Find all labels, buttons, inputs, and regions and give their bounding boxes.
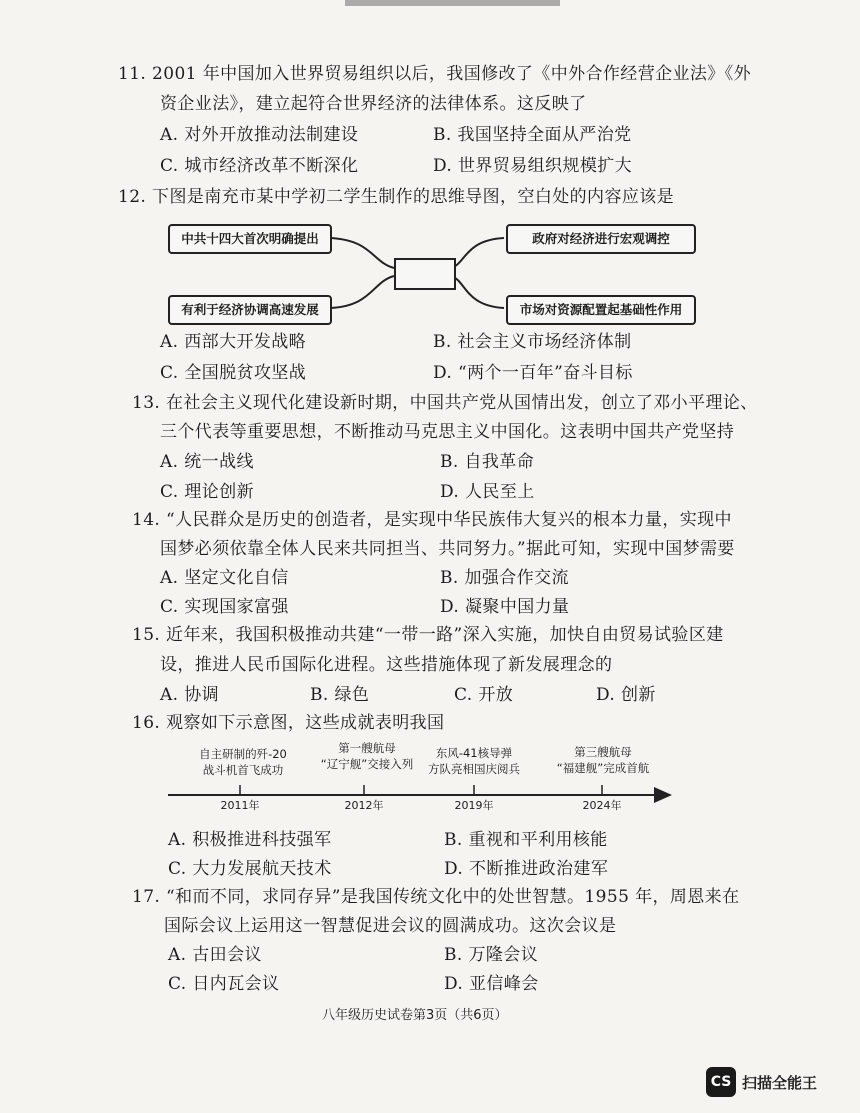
q15-option-a: A. 协调 (160, 685, 220, 705)
page-footer: 八年级历史试卷第3页（共6页） (322, 1008, 508, 1023)
q14-option-a: A. 坚定文化自信 (160, 568, 289, 588)
timeline-event-4-line2: “福建舰”完成首航 (556, 761, 650, 775)
q17-option-b: B. 万隆会议 (444, 945, 539, 965)
q14-stem-line1: 14. “人民群众是历史的创造者，是实现中华民族伟大复兴的根本力量，实现中 (132, 510, 732, 530)
timeline-event-1-line1: 自主研制的歼-20 (199, 747, 287, 761)
timeline-event-4 (538, 744, 668, 776)
q12-stem-line1: 12. 下图是南充市某中学初二学生制作的思维导图，空白处的内容应该是 (118, 187, 675, 207)
timeline-event-3 (410, 745, 538, 777)
q13-option-d: D. 人民至上 (440, 482, 535, 502)
q16-option-b: B. 重视和平利用核能 (444, 830, 608, 850)
q16-option-d: D. 不断推进政治建军 (444, 859, 609, 879)
camscanner-logo-icon: CS (706, 1067, 736, 1097)
q15-stem-line1: 15. 近年来，我国积极推动共建“一带一路”深入实施，加快自由贸易试验区建 (132, 625, 724, 645)
q11-option-b: B. 我国坚持全面从严治党 (433, 125, 632, 145)
timeline-event-2-line1: 第一艘航母 (338, 741, 396, 755)
q11-option-d: D. 世界贸易组织规模扩大 (433, 156, 633, 176)
q13-option-a: A. 统一战线 (160, 452, 254, 472)
mind-map-blank-center (394, 258, 456, 290)
q14-stem-line2: 国梦必须依靠全体人民来共同担当、共同努力。”据此可知，实现中国梦需要 (160, 539, 735, 559)
timeline-event-2-line2: “辽宁舰”交接入列 (320, 757, 414, 771)
q14-option-d: D. 凝聚中国力量 (440, 597, 570, 617)
q12-option-c: C. 全国脱贫攻坚战 (160, 363, 307, 383)
timeline-event-1 (180, 746, 306, 778)
q17-stem-line1: 17. “和而不同，求同存异”是我国传统文化中的处世智慧。1955 年，周恩来在 (132, 887, 740, 907)
timeline-axis (0, 780, 860, 810)
mind-map-bottom-right: 市场对资源配置起基础性作用 (506, 295, 696, 325)
q17-option-c: C. 日内瓦会议 (168, 974, 280, 994)
timeline-event-3-line1: 东风-41核导弹 (435, 746, 513, 760)
q11-option-a: A. 对外开放推动法制建设 (160, 125, 359, 145)
q11-stem-line2: 资企业法》，建立起符合世界经济的法律体系。这反映了 (160, 94, 587, 114)
timeline-event-3-line2: 方队亮相国庆阅兵 (428, 762, 520, 776)
q15-option-b: B. 绿色 (310, 685, 370, 705)
q11-option-c: C. 城市经济改革不断深化 (160, 156, 359, 176)
q13-stem-line1: 13. 在社会主义现代化建设新时期，中国共产党从国情出发，创立了邓小平理论、 (132, 393, 758, 413)
mind-map-bottom-left: 有利于经济协调高速发展 (168, 295, 332, 325)
q16-option-a: A. 积极推进科技强军 (168, 830, 332, 850)
q13-stem-line2: 三个代表等重要思想，不断推动马克思主义中国化。这表明中国共产党坚持 (160, 422, 735, 442)
timeline-event-1-line2: 战斗机首飞成功 (202, 763, 284, 777)
q17-stem-line2: 国际会议上运用这一智慧促进会议的圆满成功。这次会议是 (164, 916, 617, 936)
q14-option-b: B. 加强合作交流 (440, 568, 569, 588)
q12-option-a: A. 西部大开发战略 (160, 332, 307, 352)
timeline-year-2019: 2019年 (454, 799, 494, 812)
q11-stem-line1: 11. 2001 年中国加入世界贸易组织以后，我国修改了《中外合作经营企业法》《外 (118, 64, 752, 84)
timeline-year-2011: 2011年 (220, 799, 260, 812)
scanner-watermark-text: 扫描全能王 (742, 1073, 818, 1092)
timeline-event-4-line1: 第三艘航母 (574, 745, 632, 759)
timeline-year-2012: 2012年 (344, 799, 384, 812)
mind-map-top-right: 政府对经济进行宏观调控 (506, 224, 696, 254)
q16-option-c: C. 大力发展航天技术 (168, 859, 332, 879)
q12-option-b: B. 社会主义市场经济体制 (433, 332, 632, 352)
scanner-watermark (706, 1067, 817, 1097)
q13-option-c: C. 理论创新 (160, 482, 255, 502)
q17-option-a: A. 古田会议 (168, 945, 262, 965)
q13-option-b: B. 自我革命 (440, 452, 535, 472)
q16-stem-line1: 16. 观察如下示意图，这些成就表明我国 (132, 713, 445, 733)
q15-stem-line2: 设，推进人民币国际化进程。这些措施体现了新发展理念的 (160, 655, 613, 675)
q17-option-d: D. 亚信峰会 (444, 974, 539, 994)
q14-option-c: C. 实现国家富强 (160, 597, 289, 617)
timeline-year-2024: 2024年 (582, 799, 622, 812)
q15-option-d: D. 创新 (596, 685, 656, 705)
q12-option-d: D. “两个一百年”奋斗目标 (433, 363, 633, 383)
mind-map-top-left: 中共十四大首次明确提出 (168, 224, 332, 254)
q15-option-c: C. 开放 (454, 685, 514, 705)
